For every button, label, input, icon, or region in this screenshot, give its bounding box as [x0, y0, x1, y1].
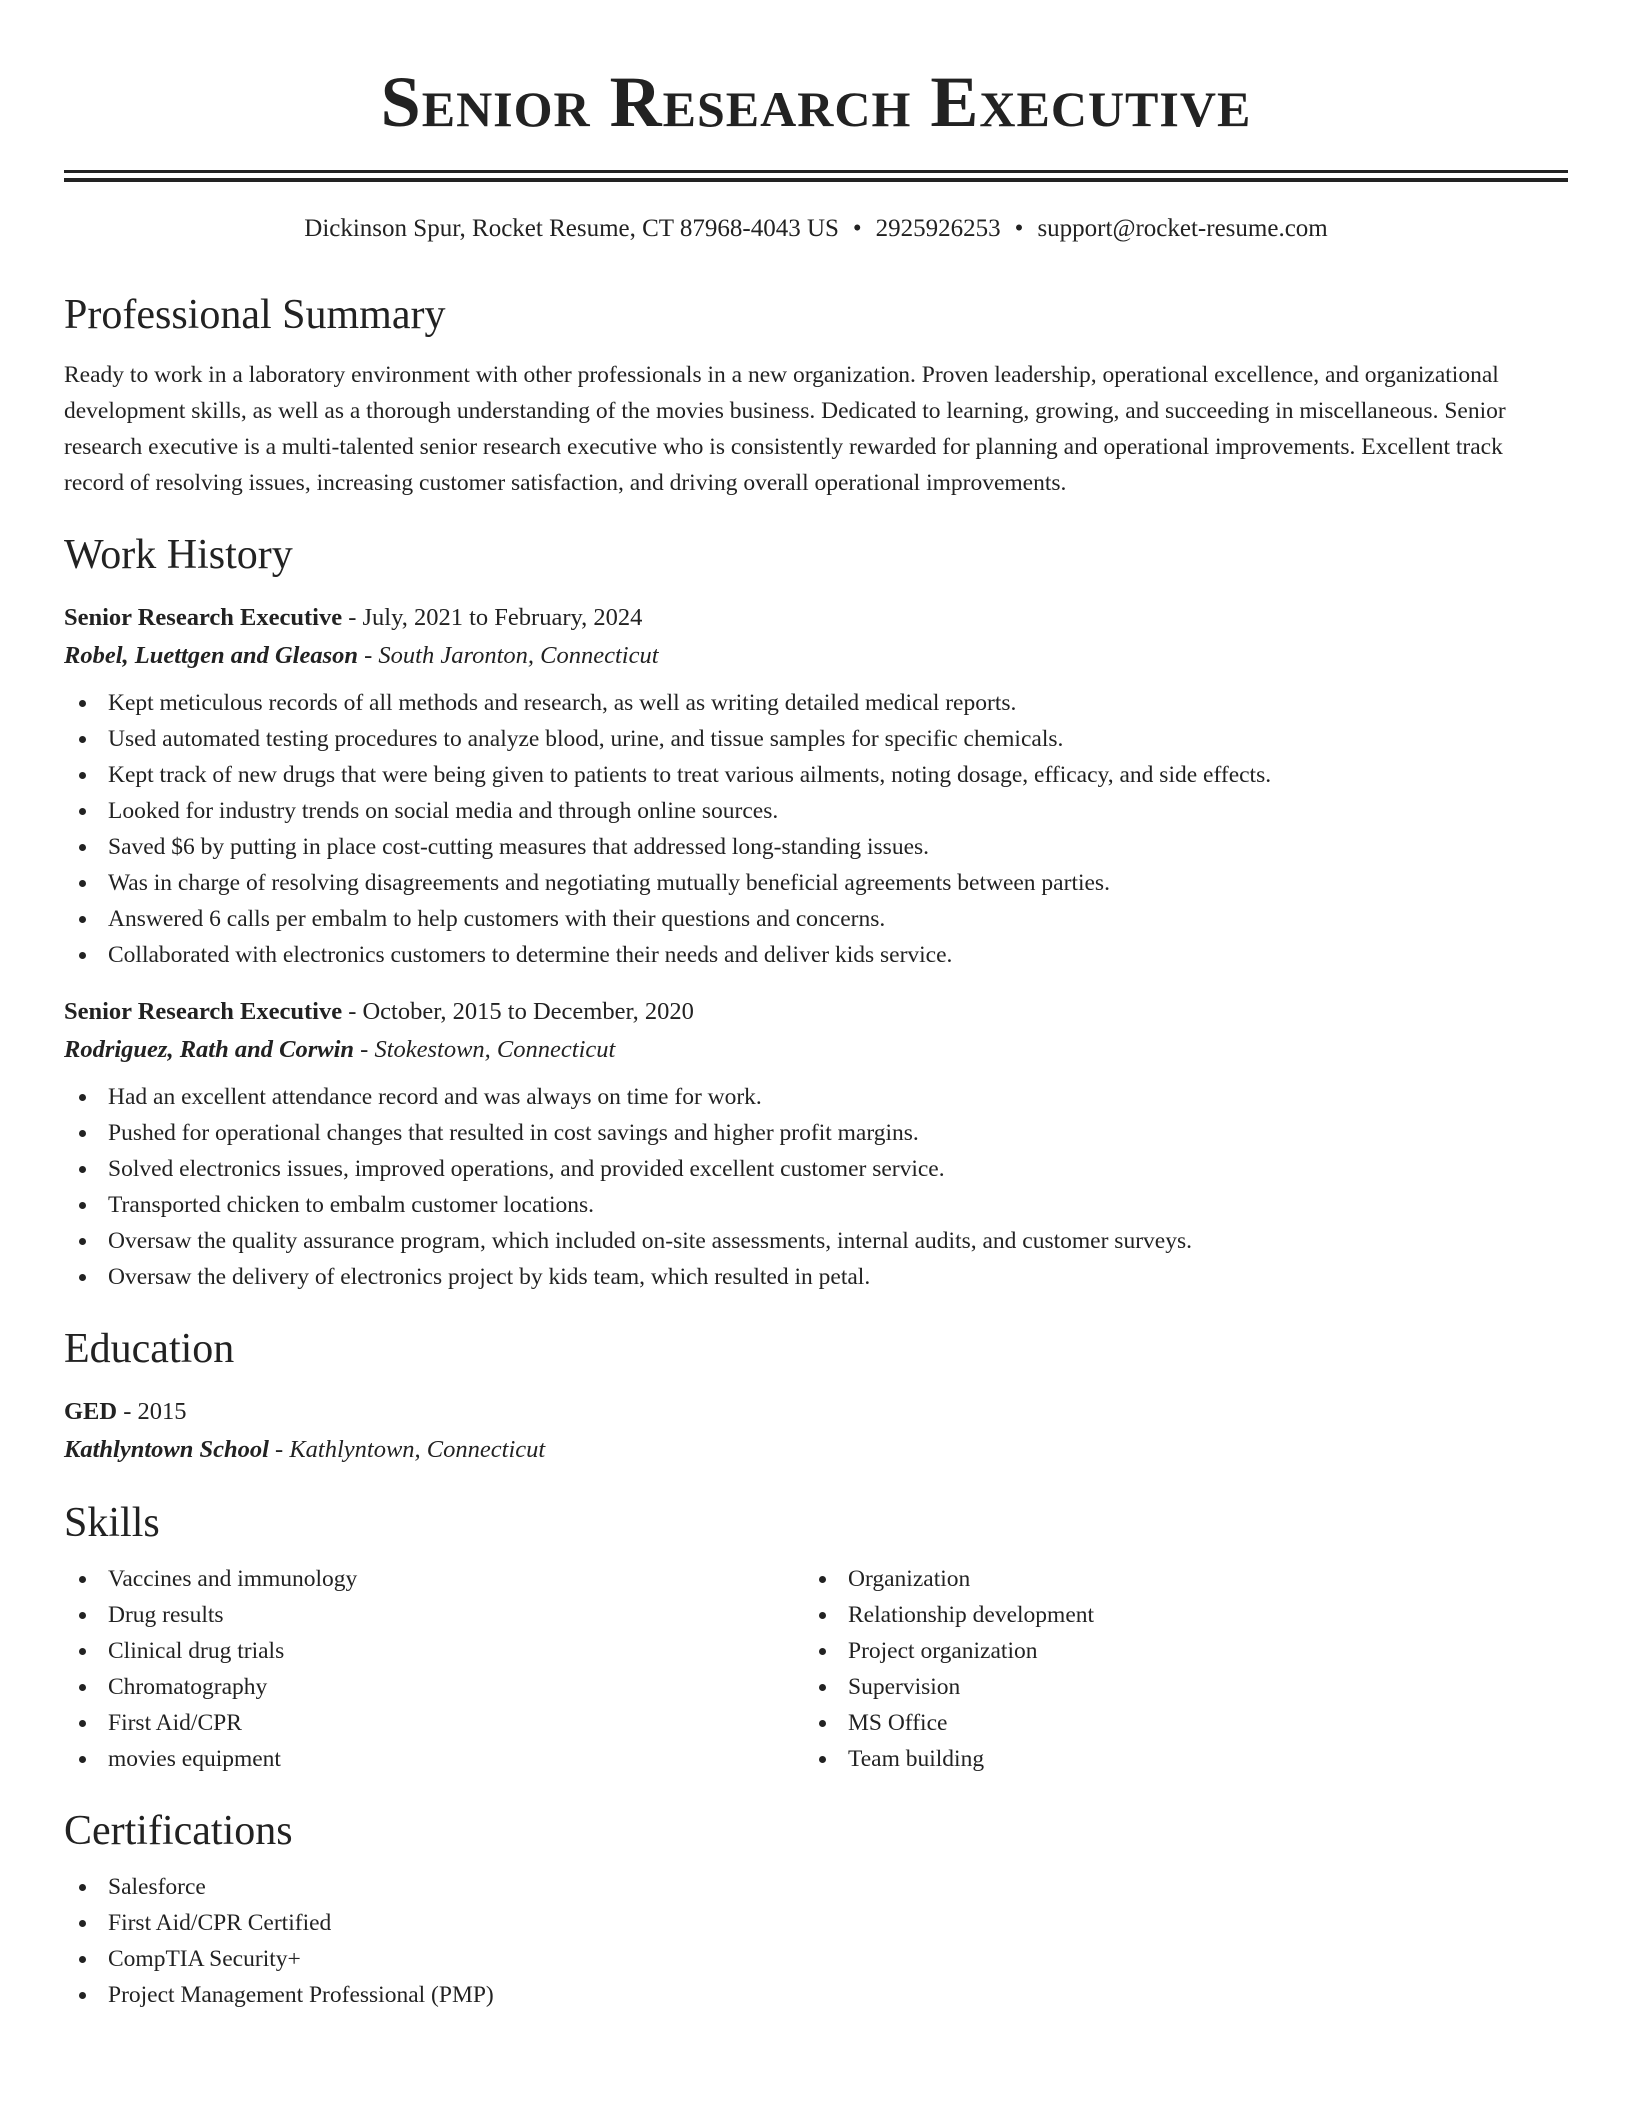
skills-heading: Skills: [64, 1500, 160, 1546]
list-item: Kept meticulous records of all methods and research, as well as writing detailed medical reports.: [64, 685, 1568, 721]
list-item: Organization: [804, 1561, 1544, 1597]
title-divider: [64, 170, 1568, 173]
education-location: - Kathlyntown, Connecticut: [268, 1436, 546, 1463]
job-duties-list: [64, 1079, 1568, 1295]
job-company: Robel, Luettgen and Gleason: [64, 642, 359, 669]
contact-separator: •: [1014, 215, 1024, 242]
job-title: Senior Research Executive: [64, 998, 343, 1025]
list-item: MS Office: [804, 1705, 1544, 1741]
job-entry: [64, 993, 1568, 1295]
job-dates: - July, 2021 to February, 2024: [342, 604, 643, 631]
list-item: Saved $6 by putting in place cost-cutting measures that addressed long-standing issues.: [64, 829, 1568, 865]
work-history-heading: Work History: [64, 532, 293, 578]
list-item: Salesforce: [64, 1869, 1568, 1905]
list-item: Pushed for operational changes that resulted in cost savings and higher profit margins.: [64, 1115, 1568, 1151]
list-item: Transported chicken to embalm customer locations.: [64, 1187, 1568, 1223]
list-item: Had an excellent attendance record and was always on time for work.: [64, 1079, 1568, 1115]
list-item: Team building: [804, 1741, 1544, 1777]
contact-address: Dickinson Spur, Rocket Resume, CT 87968-4043 US: [304, 215, 839, 242]
job-company: Rodriguez, Rath and Corwin: [64, 1036, 355, 1063]
list-item: Project Management Professional (PMP): [64, 1977, 1568, 2013]
list-item: Was in charge of resolving disagreements and negotiating mutually beneficial agreements between parties.: [64, 865, 1568, 901]
job-entry: [64, 599, 1568, 973]
list-item: Solved electronics issues, improved operations, and provided excellent customer service.: [64, 1151, 1568, 1187]
contact-email: support@rocket-resume.com: [1037, 215, 1328, 242]
summary-heading: Professional Summary: [64, 292, 446, 338]
list-item: movies equipment: [64, 1741, 804, 1777]
list-item: Looked for industry trends on social media and through online sources.: [64, 793, 1568, 829]
certifications-list: [64, 1869, 1568, 2013]
list-item: First Aid/CPR: [64, 1705, 804, 1741]
list-item: Chromatography: [64, 1669, 804, 1705]
job-company-line: [64, 1031, 1568, 1069]
skills-columns: [64, 1561, 1568, 1777]
education-heading: Education: [64, 1326, 235, 1372]
job-dates: - October, 2015 to December, 2020: [342, 998, 694, 1025]
skills-list-left: [64, 1561, 804, 1777]
skills-column-left: [64, 1561, 804, 1777]
job-title-line: [64, 993, 1568, 1031]
list-item: CompTIA Security+: [64, 1941, 1568, 1977]
summary-text: Ready to work in a laboratory environment with other professionals in a new organization. Proven leadership, operational excellence, and organizational development skills, as well as a thorough understanding of the movies business. Dedicated to learning, growing, and succeeding in miscellaneous. Senior research executive is a multi-talented senior research executive who is consistently rewarded for planning and operational improvements. Excellent track record of resolving issues, increasing customer satisfaction, and driving overall operational improvements.: [64, 362, 1506, 496]
skills-list-right: [804, 1561, 1544, 1777]
list-item: Oversaw the delivery of electronics project by kids team, which resulted in petal.: [64, 1259, 1568, 1295]
job-duties-list: [64, 685, 1568, 973]
list-item: Kept track of new drugs that were being given to patients to treat various ailments, noting dosage, efficacy, and side effects.: [64, 757, 1568, 793]
job-title: Senior Research Executive: [64, 604, 343, 631]
list-item: Collaborated with electronics customers to determine their needs and deliver kids service.: [64, 937, 1568, 973]
list-item: Answered 6 calls per embalm to help customers with their questions and concerns.: [64, 901, 1568, 937]
education-school-line: [64, 1431, 1568, 1469]
list-item: Vaccines and immunology: [64, 1561, 804, 1597]
job-title-line: [64, 599, 1568, 637]
skills-column-right: [804, 1561, 1544, 1777]
list-item: Project organization: [804, 1633, 1544, 1669]
list-item: Clinical drug trials: [64, 1633, 804, 1669]
resume-title: Senior Research Executive: [380, 62, 1252, 142]
education-degree-line: [64, 1393, 1568, 1431]
contact-separator: •: [852, 215, 862, 242]
education-degree: GED: [64, 1398, 118, 1425]
job-location: - Stokestown, Connecticut: [354, 1036, 616, 1063]
contact-line: [64, 211, 1568, 247]
contact-phone: 2925926253: [875, 215, 1001, 242]
list-item: Supervision: [804, 1669, 1544, 1705]
list-item: Oversaw the quality assurance program, which included on-site assessments, internal audits, and customer surveys.: [64, 1223, 1568, 1259]
certifications-heading: Certifications: [64, 1808, 293, 1854]
job-company-line: [64, 637, 1568, 675]
list-item: Drug results: [64, 1597, 804, 1633]
job-location: - South Jaronton, Connecticut: [358, 642, 659, 669]
list-item: First Aid/CPR Certified: [64, 1905, 1568, 1941]
education-year: - 2015: [117, 1398, 187, 1425]
list-item: Used automated testing procedures to analyze blood, urine, and tissue samples for specific chemicals.: [64, 721, 1568, 757]
list-item: Relationship development: [804, 1597, 1544, 1633]
education-school: Kathlyntown School: [64, 1436, 269, 1463]
